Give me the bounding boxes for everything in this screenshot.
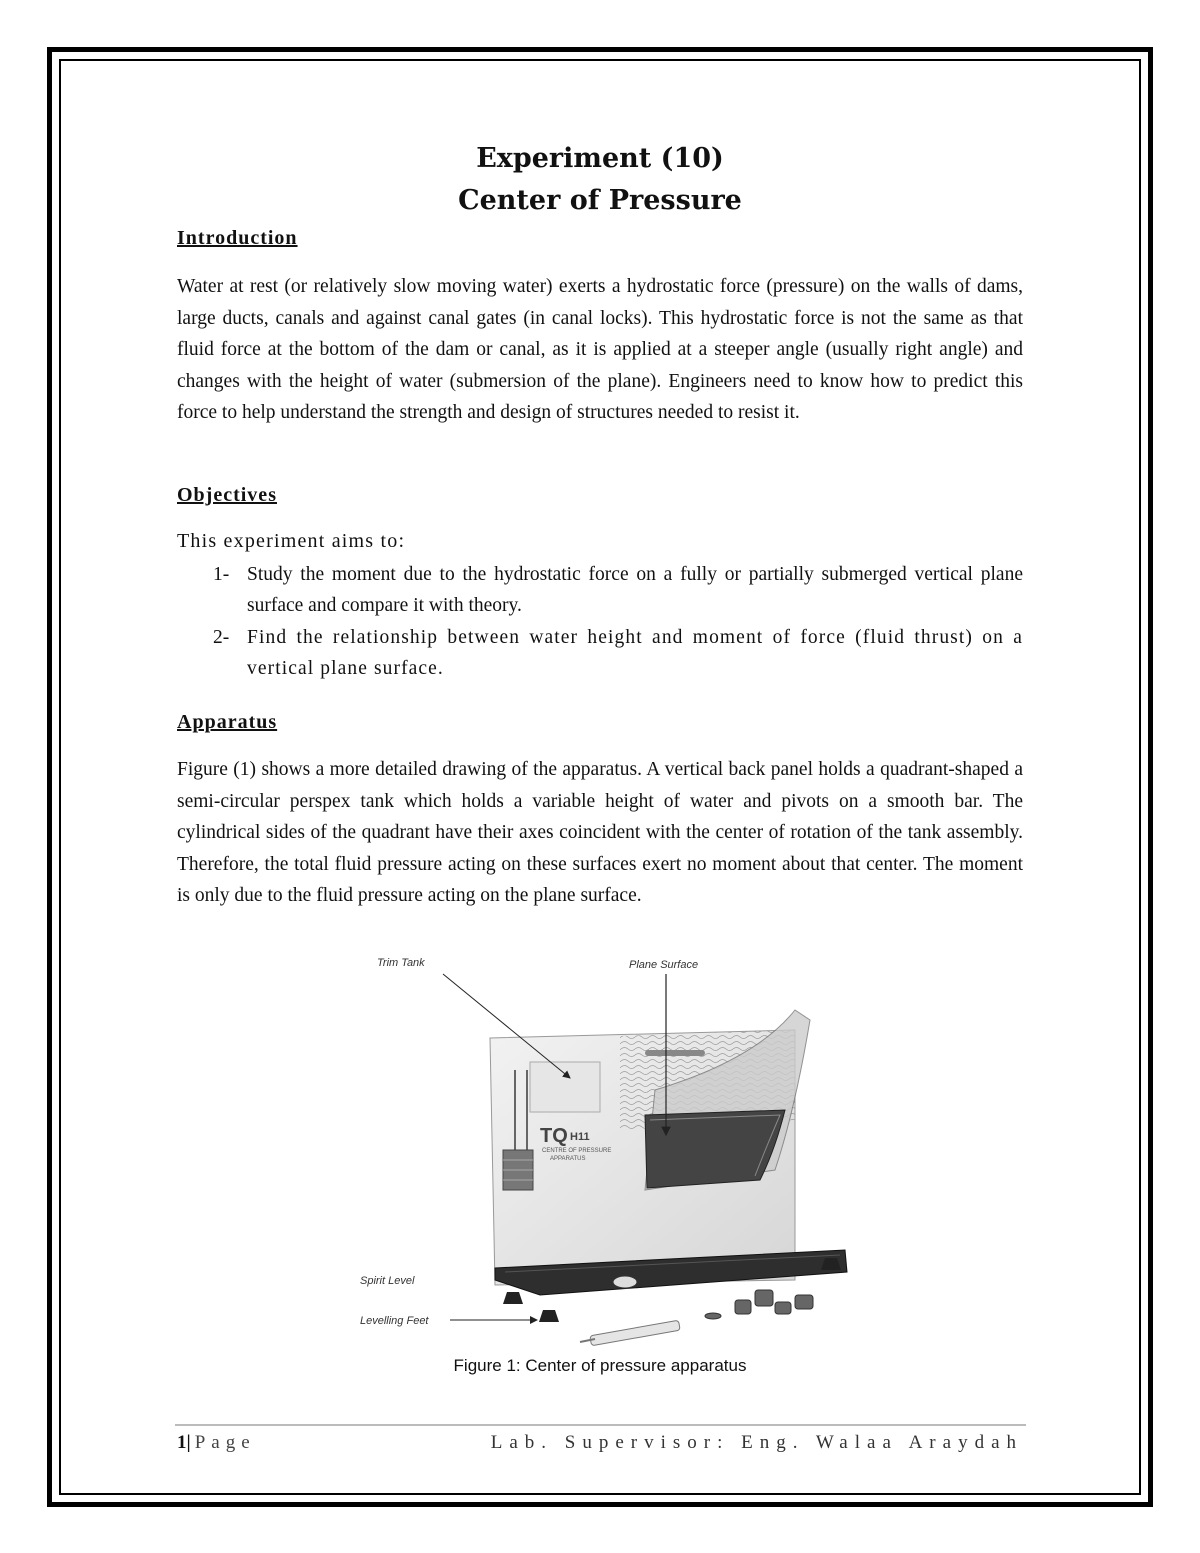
apparatus-illustration xyxy=(355,950,855,1350)
lab-supervisor: Lab. Supervisor: Eng. Walaa Araydah xyxy=(490,1432,1023,1453)
panel-text-line2: APPARATUS xyxy=(550,1156,586,1162)
experiment-name-title: Center of Pressure xyxy=(458,185,742,216)
plane-surface-label: Plane Surface xyxy=(629,959,699,971)
objectives-heading: Objectives xyxy=(177,484,277,506)
levelling-feet-label: Levelling Feet xyxy=(360,1315,429,1327)
objective-text: Find the relationship between water height and moment of force (fluid thrust) on a vertical plane surface. xyxy=(247,627,1023,679)
apparatus-heading: Apparatus xyxy=(177,711,278,733)
introduction-heading: Introduction xyxy=(177,227,298,249)
model-label: H11 xyxy=(570,1131,590,1143)
objective-item-2 xyxy=(213,622,1023,684)
trim-tank-label: Trim Tank xyxy=(377,957,425,969)
objective-item-1 xyxy=(213,559,1023,621)
objective-number: 2- xyxy=(213,627,230,648)
brand-logo: TQ xyxy=(540,1125,568,1147)
spirit-level xyxy=(613,1276,637,1288)
page-number: 1 xyxy=(177,1432,187,1453)
trim-tank-box xyxy=(530,1062,600,1112)
objective-text: Study the moment due to the hydrostatic force on a fully or partially submerged vertical plane surface and compare it with theory. xyxy=(247,564,1023,616)
panel-text-line1: CENTRE OF PRESSURE xyxy=(542,1148,612,1154)
apparatus-paragraph: Figure (1) shows a more detailed drawing of the apparatus. A vertical back panel holds a quadrant-shaped a semi-circular perspex tank which holds a variable height of water and pivots on a smooth bar. The cylindrical sides of the quadrant have their axes coincident with the center of rotation of the tank assembly. Therefore, the total fluid pressure acting on these surfaces exert no moment about that center. The moment is only due to the fluid pressure acting on the plane surface. xyxy=(177,759,1023,906)
figure-caption: Figure 1: Center of pressure apparatus xyxy=(453,1356,747,1375)
levelling-foot xyxy=(503,1292,523,1304)
spare-weights xyxy=(705,1290,813,1319)
page-label: Page xyxy=(194,1432,256,1453)
objective-number: 1- xyxy=(213,564,230,585)
spirit-level-label: Spirit Level xyxy=(360,1275,415,1287)
pivot-bar xyxy=(645,1050,705,1056)
footer-separator: | xyxy=(186,1432,191,1453)
page-footer xyxy=(177,1432,1023,1454)
experiment-number-title: Experiment (10) xyxy=(476,143,724,174)
apparatus-figure xyxy=(355,950,855,1350)
levelling-foot xyxy=(539,1310,559,1322)
objectives-lead: This experiment aims to: xyxy=(177,530,406,552)
footer-divider xyxy=(175,1424,1026,1426)
syringe xyxy=(590,1320,680,1345)
introduction-paragraph: Water at rest (or relatively slow moving water) exerts a hydrostatic force (pressure) on the walls of dams, large ducts, canals and against canal gates (in canal locks). This hydrostatic force is not the same as that fluid force at the bottom of the dam or canal, as it is applied at a steeper angle (usually right angle) and changes with the height of water (submersion of the plane). Engineers need to know how to predict this force to help understand the strength and design of structures needed to resist it. xyxy=(177,276,1023,423)
